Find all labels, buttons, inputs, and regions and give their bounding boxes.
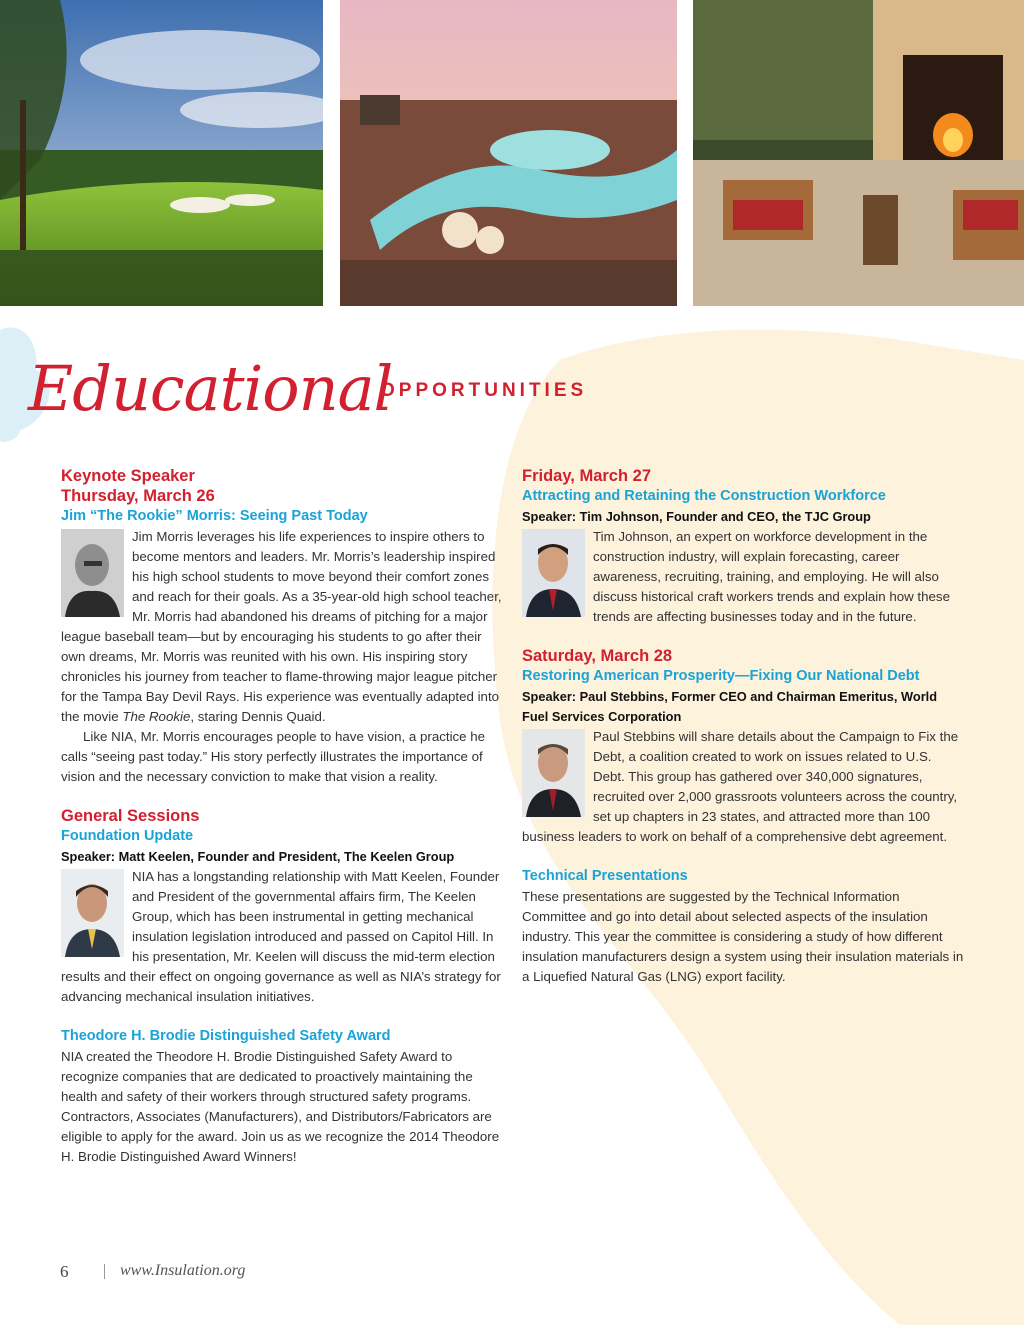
footer-divider — [104, 1264, 105, 1279]
friday-date: Friday, March 27 — [522, 467, 651, 485]
page-number: 6 — [60, 1262, 69, 1281]
stebbins-speaker-line: Speaker: Paul Stebbins, Former CEO and Chairman Emeritus, World Fuel Services Corporation — [522, 689, 938, 724]
saturday-session-title: Restoring American Prosperity—Fixing Our National Debt — [522, 668, 920, 684]
brodie-award-body: NIA created the Theodore H. Brodie Distinguished Safety Award to recognize companies that are dedicated to proactively maintaining the health and safety of their workers through structured safety programs. Contractors, Associates (Manufacturers), and Distributors/Fabricators are eligible to apply for the award. Join us as we recognize the 2014 Theodore H. Brodie Distinguished Award Winners! — [61, 1049, 500, 1164]
brodie-award-title: Theodore H. Brodie Distinguished Safety Award — [61, 1028, 391, 1044]
keynote-title: Jim “The Rookie” Morris: Seeing Past Today — [61, 508, 368, 524]
technical-presentations-body: These presentations are suggested by the Technical Information Committee and go into detail about selected aspects of the insulation industry. This year the committee is considering a study of how different insulation manufacturers design a system using their insulation materials in a Liquefied Natural Gas (LNG) export facility. — [522, 889, 964, 984]
footer-website-link[interactable]: www.Insulation.org — [120, 1262, 246, 1279]
johnson-speaker-line: Speaker: Tim Johnson, Founder and CEO, the TJC Group — [522, 509, 871, 524]
keelen-speaker-line: Speaker: Matt Keelen, Founder and President, The Keelen Group — [61, 849, 455, 864]
johnson-body: Tim Johnson, an expert on workforce development in the construction industry, will explain forecasting, career awareness, recruiting, training, and employing. He will also discuss historical craft workers trends and explain how these trends are affecting businesses today and in the future. — [593, 529, 950, 624]
saturday-date: Saturday, March 28 — [522, 647, 673, 665]
stebbins-body: Paul Stebbins will share details about the Campaign to Fix the Debt, a coalition created to work on issues related to U.S. Debt. This group has gathered over 340,000 signatures, recruited over 2,000 grassroots volunteers across the country, set up chapters in 23 states, and attracted more than 100 business leaders to work on behalf of a comprehensive debt agreement. — [522, 729, 959, 844]
left-column — [61, 466, 503, 1167]
technical-presentations-title: Technical Presentations — [522, 868, 688, 884]
photo-fireplace-patio — [693, 0, 1024, 306]
headshot-paul-stebbins — [522, 729, 585, 817]
keynote-body-1: Jim Morris leverages his life experiences to inspire others to become mentors and leaders. Mr. Morris’s leadership inspired his high school students to move beyond their comfort zones and reach for their goals. As a 35-year-old high school teacher, Mr. Morris had abandoned his dreams of pitching for a major league baseball team—but by encouraging his students to go after their own dreams, Mr. Morris was reunited with his own. His inspiring story chronicles his journey from teacher to flame-throwing major league pitcher for the Tampa Bay Devil Rays. His experience was eventually adapted into the movie — [61, 529, 502, 724]
keynote-label: Keynote Speaker — [61, 467, 195, 485]
keynote-date: Thursday, March 26 — [61, 487, 215, 505]
keynote-body-2: Like NIA, Mr. Morris encourages people to have vision, a practice he calls “seeing past today.” His story perfectly illustrates the importance of vision and the necessary conviction to make that vision a reality. — [61, 729, 486, 784]
keynote-movie-title: The Rookie — [122, 709, 191, 724]
keynote-body-1-end: , staring Dennis Quaid. — [190, 709, 326, 724]
right-column — [522, 466, 964, 987]
friday-session-title: Attracting and Retaining the Construction Workforce — [522, 488, 886, 504]
heading-script-word: Educational — [28, 352, 393, 425]
photo-resort-pool — [340, 0, 677, 306]
headshot-tim-johnson — [522, 529, 585, 617]
general-sessions-label: General Sessions — [61, 807, 200, 825]
heading-caps-word: OPPORTUNITIES — [380, 380, 588, 401]
foundation-update-title: Foundation Update — [61, 828, 194, 844]
headshot-matt-keelen — [61, 869, 124, 957]
keelen-body: NIA has a longstanding relationship with Matt Keelen, Founder and President of the governmental affairs firm, The Keelen Group, which has been instrumental in getting mechanical insulation legislation introduced and passed on Capitol Hill. In his presentation, Mr. Keelen will discuss the mid-term election results and their effect on ongoing governance as well as NIA’s strategy for advancing mechanical insulation initiatives. — [61, 869, 501, 1004]
photo-golf-course — [0, 0, 323, 306]
headshot-jim-morris — [61, 529, 124, 617]
